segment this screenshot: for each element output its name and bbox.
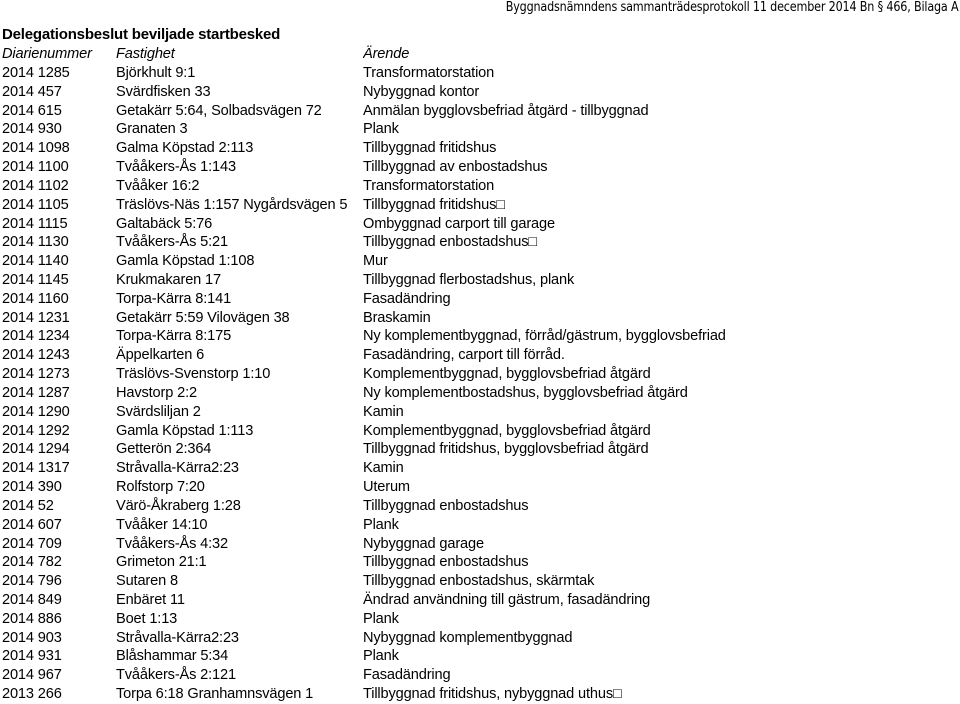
fastighet-cell: Enbäret 11 [116,591,185,608]
fastighet-cell: Krukmakaren 17 [116,272,221,289]
table-row [0,233,960,252]
table-row [0,83,960,102]
arende-cell: Ny komplementbostadshus, bygglovsbefriad åtgärd [363,384,688,401]
fastighet-cell: Getterön 2:364 [116,441,212,458]
diarienummer-cell: 2014 930 [2,121,62,138]
arende-cell: Kamin [363,460,404,477]
document-header: Byggnadsnämndens sammanträdesprotokoll 11 december 2014 Bn § 466, Bilaga A [505,0,958,15]
table-row [0,327,960,346]
diarienummer-cell: 2014 1273 [2,366,70,383]
arende-cell: Fasadändring [363,290,451,307]
fastighet-cell: Tvååkers-Ås 5:21 [116,234,228,251]
arende-cell: Nybyggnad komplementbyggnad [363,629,573,646]
fastighet-cell: Tvååkers-Ås 4:32 [116,535,228,552]
table-row [0,647,960,666]
diarienummer-cell: 2014 849 [2,591,62,608]
column-header-fastighet: Fastighet [116,46,175,62]
diarienummer-cell: 2014 1130 [2,234,69,251]
table-row [0,120,960,139]
arende-cell: Fasadändring [363,667,451,684]
table-row [0,177,960,196]
arende-cell: Tillbyggnad fritidshus□ [363,196,505,213]
diarienummer-cell: 2014 1098 [2,140,70,157]
diarienummer-cell: 2014 390 [2,479,62,496]
fastighet-cell: Gamla Köpstad 1:108 [116,253,255,270]
table-row [0,403,960,422]
fastighet-cell: Svärdfisken 33 [116,83,211,100]
fastighet-cell: Granaten 3 [116,121,188,138]
document-title: Delegationsbeslut beviljade startbesked [2,26,281,43]
diarienummer-cell: 2013 266 [2,686,62,703]
fastighet-cell: Tvååker 16:2 [116,177,200,194]
diarienummer-cell: 2014 1105 [2,196,69,213]
arende-cell: Nybyggnad kontor [363,83,480,100]
diarienummer-cell: 2014 886 [2,610,62,627]
arende-cell: Tillbyggnad enbostadshus□ [363,234,538,251]
table-row [0,535,960,554]
diarienummer-cell: 2014 1140 [2,253,69,270]
fastighet-cell: Tvååkers-Ås 1:143 [116,159,236,176]
fastighet-cell: Galtabäck 5:76 [116,215,213,232]
arende-cell: Ombyggnad carport till garage [363,215,555,232]
fastighet-cell: Getakärr 5:59 Vilovägen 38 [116,309,290,326]
table-row [0,516,960,535]
table-row [0,271,960,290]
arende-cell: Ändrad användning till gästrum, fasadändring [363,591,651,608]
table-row [0,102,960,121]
arende-cell: Plank [363,516,399,533]
table-row [0,459,960,478]
arende-cell: Kamin [363,403,404,420]
arende-cell: Transformatorstation [363,177,495,194]
diarienummer-cell: 2014 1102 [2,177,69,194]
diarienummer-cell: 2014 1290 [2,403,70,420]
table-row [0,497,960,516]
table-row [0,365,960,384]
fastighet-cell: Gamla Köpstad 1:113 [116,422,254,439]
table-row [0,64,960,83]
fastighet-cell: Havstorp 2:2 [116,384,197,401]
diarienummer-cell: 2014 52 [2,497,54,514]
diarienummer-cell: 2014 1231 [2,309,70,326]
table-row [0,440,960,459]
fastighet-cell: Torpa-Kärra 8:175 [116,328,232,345]
fastighet-cell: Stråvalla-Kärra2:23 [116,460,239,477]
table-row [0,553,960,572]
table-row [0,252,960,271]
fastighet-cell: Björkhult 9:1 [116,65,196,81]
diarienummer-cell: 2014 457 [2,83,62,100]
diarienummer-cell: 2014 782 [2,554,62,571]
table-row [0,215,960,234]
diarienummer-cell: 2014 967 [2,667,62,684]
diarienummer-cell: 2014 607 [2,516,62,533]
column-header-diarienummer: Diarienummer [2,46,92,62]
arende-cell: Plank [363,648,399,665]
fastighet-cell: Grimeton 21:1 [116,554,207,571]
arende-cell: Nybyggnad garage [363,535,484,552]
table-row [0,478,960,497]
arende-cell: Plank [363,610,399,627]
arende-cell: Anmälan bygglovsbefriad åtgärd - tillbyggnad [363,102,649,119]
diarienummer-cell: 2014 1160 [2,290,69,307]
diarienummer-cell: 2014 931 [2,648,62,665]
arende-cell: Mur [363,253,388,270]
arende-cell: Tillbyggnad fritidshus [363,140,497,157]
arende-cell: Komplementbyggnad, bygglovsbefriad åtgärd [363,366,651,383]
table-row [0,139,960,158]
fastighet-cell: Galma Köpstad 2:113 [116,140,254,157]
table-row [0,572,960,591]
diarienummer-cell: 2014 1294 [2,441,70,458]
table-row [0,384,960,403]
diarienummer-cell: 2014 1100 [2,159,69,176]
arende-cell: Tillbyggnad av enbostadshus [363,159,548,176]
table-row [0,610,960,629]
fastighet-cell: Blåshammar 5:34 [116,648,229,665]
arende-cell: Tillbyggnad enbostadshus, skärmtak [363,573,595,590]
arende-cell: Komplementbyggnad, bygglovsbefriad åtgärd [363,422,651,439]
arende-cell: Tillbyggnad fritidshus, bygglovsbefriad åtgärd [363,441,649,458]
fastighet-cell: Torpa 6:18 Granhamnsvägen 1 [116,686,314,703]
arende-cell: Tillbyggnad fritidshus, nybyggnad uthus□ [363,686,622,703]
diarienummer-cell: 2014 1287 [2,384,70,401]
table-row [0,158,960,177]
column-header-arende: Ärende [363,46,410,62]
arende-cell: Transformatorstation [363,65,495,81]
column-headers [0,45,960,64]
diarienummer-cell: 2014 903 [2,629,62,646]
fastighet-cell: Rolfstorp 7:20 [116,479,205,496]
diarienummer-cell: 2014 796 [2,573,62,590]
table-row [0,346,960,365]
diarienummer-cell: 2014 1243 [2,347,70,364]
fastighet-cell: Äppelkarten 6 [116,347,205,364]
fastighet-cell: Tvååkers-Ås 2:121 [116,667,236,684]
fastighet-cell: Boet 1:13 [116,610,178,627]
diarienummer-cell: 2014 615 [2,102,62,119]
table-row [0,422,960,441]
arende-cell: Tillbyggnad enbostadshus [363,497,529,514]
diarienummer-cell: 2014 1317 [2,460,70,477]
diarienummer-cell: 2014 1292 [2,422,70,439]
diarienummer-cell: 2014 709 [2,535,62,552]
fastighet-cell: Träslövs-Näs 1:157 Nygårdsvägen 5 [116,196,348,213]
fastighet-cell: Sutaren 8 [116,573,178,590]
table-row [0,591,960,610]
fastighet-cell: Tvååker 14:10 [116,516,208,533]
arende-cell: Fasadändring, carport till förråd. [363,347,565,364]
fastighet-cell: Stråvalla-Kärra2:23 [116,629,239,646]
table-row [0,196,960,215]
table-row [0,685,960,704]
arende-cell: Plank [363,121,399,138]
table-row [0,666,960,685]
table-row [0,629,960,648]
fastighet-cell: Värö-Åkraberg 1:28 [116,497,241,514]
arende-cell: Ny komplementbyggnad, förråd/gästrum, bygglovsbefriad [363,328,726,345]
arende-cell: Tillbyggnad enbostadshus [363,554,529,571]
diarienummer-cell: 2014 1145 [2,272,69,289]
arende-cell: Uterum [363,479,410,496]
fastighet-cell: Svärdsliljan 2 [116,403,201,420]
diarienummer-cell: 2014 1234 [2,328,70,345]
fastighet-cell: Torpa-Kärra 8:141 [116,290,232,307]
arende-cell: Tillbyggnad flerbostadshus, plank [363,272,575,289]
diarienummer-cell: 2014 1285 [2,65,70,81]
table-row [0,290,960,309]
fastighet-cell: Getakärr 5:64, Solbadsvägen 72 [116,102,322,119]
arende-cell: Braskamin [363,309,431,326]
diarienummer-cell: 2014 1115 [2,215,68,232]
fastighet-cell: Träslövs-Svenstorp 1:10 [116,366,271,383]
table-row [0,309,960,328]
